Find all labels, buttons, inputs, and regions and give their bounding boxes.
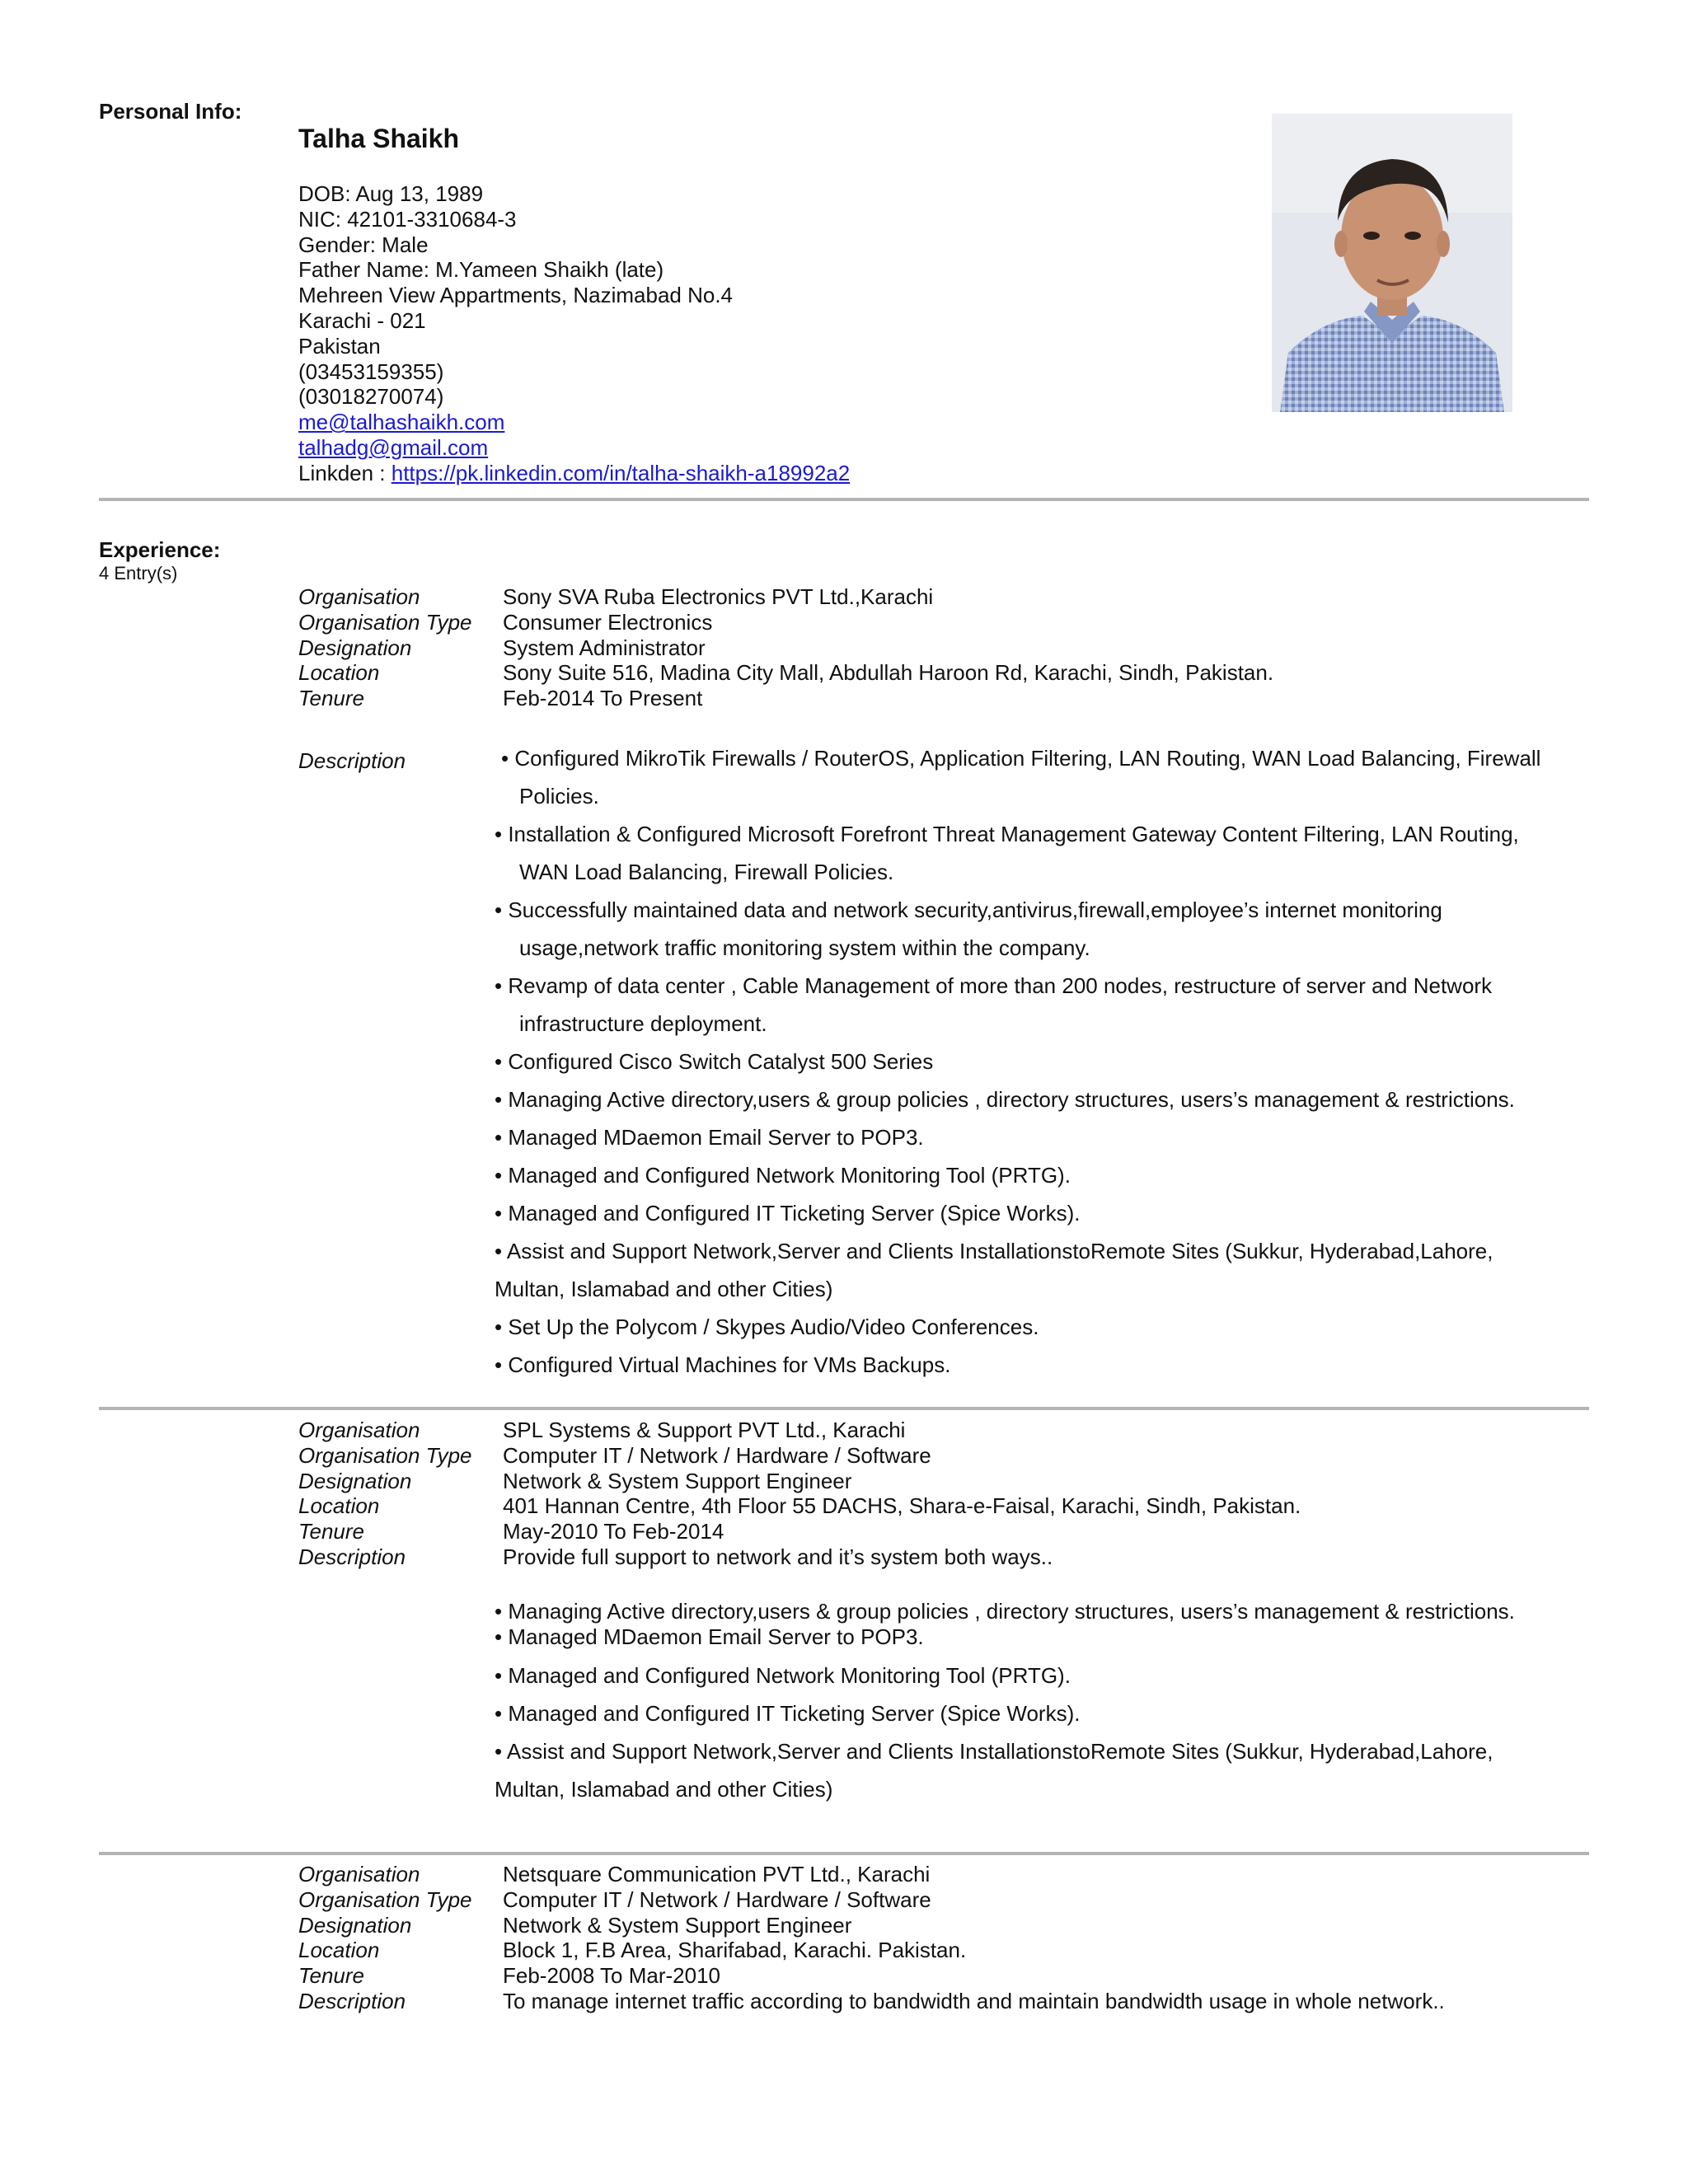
phone-1: (03453159355) (298, 359, 444, 384)
list-item: • Configured Cisco Switch Catalyst 500 Series (495, 1049, 934, 1074)
list-item: • Managed and Configured Network Monitoring Tool (PRTG). (495, 1163, 1071, 1188)
tenure-value: Feb-2008 To Mar-2010 (503, 1963, 721, 1989)
organisation-type-value: Computer IT / Network / Hardware / Software (503, 1886, 931, 1912)
description-value: Provide full support to network and it’s system both ways.. (503, 1544, 1053, 1569)
description-bullets (495, 739, 1582, 1384)
linkedin-row (298, 461, 850, 486)
list-item: • Configured Virtual Machines for VMs Backups. (495, 1352, 951, 1377)
experience-entry-3 (298, 1862, 1445, 2014)
list-item: • Managed and Configured IT Ticketing Server (Spice Works). (495, 1701, 1081, 1726)
designation-value: System Administrator (503, 635, 706, 660)
location-label: Location (298, 1938, 380, 1963)
location-value: 401 Hannan Centre, 4th Floor 55 DACHS, Shara-e-Faisal, Karachi, Sindh, Pakistan. (503, 1493, 1301, 1519)
person-name: Talha Shaikh (298, 124, 460, 153)
phone-2: (03018270074) (298, 384, 444, 410)
list-item: • Installation & Configured Microsoft Forefront Threat Management Gateway Content Filtering, LAN Routing, WAN Load Balancing, Firewall Policies. (495, 822, 1519, 884)
gender: Gender: Male (298, 232, 429, 257)
organisation-label: Organisation (298, 1862, 420, 1886)
list-item: • Managed MDaemon Email Server to POP3. (495, 1624, 924, 1649)
experience-heading: Experience: (99, 537, 221, 562)
organisation-type-label: Organisation Type (298, 1886, 472, 1912)
organisation-value: SPL Systems & Support PVT Ltd., Karachi (503, 1418, 906, 1442)
description-label: Description (298, 748, 406, 773)
tenure-label: Tenure (298, 1519, 364, 1544)
divider (99, 498, 1589, 501)
designation-value: Network & System Support Engineer (503, 1468, 852, 1493)
organisation-label: Organisation (298, 584, 420, 609)
designation-label: Designation (298, 1912, 412, 1938)
list-item: • Managed and Configured Network Monitoring Tool (PRTG). (495, 1663, 1071, 1688)
description-label: Description (298, 1988, 406, 2013)
experience-entry-2 (298, 1418, 1301, 1570)
personal-info-heading: Personal Info: (99, 99, 242, 124)
email-link-2[interactable]: talhadg@gmail.com (298, 434, 489, 460)
profile-photo (1272, 114, 1512, 412)
tenure-value: May-2010 To Feb-2014 (503, 1519, 724, 1544)
list-item: • Assist and Support Network,Server and Clients InstallationstoRemote Sites (Sukkur, Hyderabad,Lahore, Multan, Islamabad and other Cities) (495, 1739, 1493, 1802)
list-item: • Managing Active directory,users & group policies , directory structures, users’s management & restrictions. (495, 1599, 1515, 1624)
organisation-type-value: Computer IT / Network / Hardware / Software (503, 1442, 931, 1468)
list-item: • Managed MDaemon Email Server to POP3. (495, 1125, 924, 1150)
organisation-type-label: Organisation Type (298, 609, 472, 635)
description-value: To manage internet traffic according to bandwidth and maintain bandwidth usage in whole network.. (503, 1988, 1445, 2013)
organisation-label: Organisation (298, 1418, 420, 1442)
linkedin-label: Linkden : (298, 460, 392, 485)
location-label: Location (298, 660, 380, 686)
organisation-type-label: Organisation Type (298, 1442, 472, 1468)
designation-value: Network & System Support Engineer (503, 1912, 852, 1938)
personal-details (298, 181, 850, 486)
location-value: Sony Suite 516, Madina City Mall, Abdullah Haroon Rd, Karachi, Sindh, Pakistan. (503, 660, 1274, 686)
list-item: • Managed and Configured IT Ticketing Server (Spice Works). (495, 1201, 1081, 1226)
location-label: Location (298, 1493, 380, 1519)
experience-entry-1 (298, 584, 1273, 711)
designation-label: Designation (298, 635, 412, 660)
entry-count: 4 Entry(s) (99, 563, 178, 583)
dob: DOB: Aug 13, 1989 (298, 181, 484, 206)
list-item: • Assist and Support Network,Server and Clients InstallationstoRemote Sites (Sukkur, Hyderabad,Lahore, Multan, Islamabad and other Cities) (495, 1239, 1493, 1301)
list-item: • Managing Active directory,users & group policies , directory structures, users’s management & restrictions. (495, 1087, 1515, 1112)
divider (99, 1852, 1589, 1855)
tenure-label: Tenure (298, 686, 364, 711)
list-item: • Set Up the Polycom / Skypes Audio/Video Conferences. (495, 1315, 1039, 1339)
nic: NIC: 42101-3310684-3 (298, 206, 517, 232)
email-link-1[interactable]: me@talhashaikh.com (298, 410, 505, 435)
list-item: • Revamp of data center , Cable Management of more than 200 nodes, restructure of server and Network infrastructure deployment. (495, 973, 1493, 1036)
divider (99, 1407, 1589, 1410)
description-label: Description (298, 1544, 406, 1569)
address-country: Pakistan (298, 333, 381, 359)
address-city: Karachi - 021 (298, 307, 426, 333)
list-item: • Successfully maintained data and network security,antivirus,firewall,employee’s internet monitoring usage,network traffic monitoring system within the company. (495, 898, 1442, 960)
organisation-value: Sony SVA Ruba Electronics PVT Ltd.,Karachi (503, 584, 934, 609)
organisation-value: Netsquare Communication PVT Ltd., Karachi (503, 1862, 931, 1886)
description-bullets (495, 1599, 1582, 1650)
list-item: • Configured MikroTik Firewalls / RouterOS, Application Filtering, LAN Routing, WAN Load Balancing, Firewall Policies. (501, 746, 1541, 808)
description-bullets-continued (495, 1657, 1582, 1808)
linkedin-link[interactable]: https://pk.linkedin.com/in/talha-shaikh-a18992a2 (391, 460, 851, 485)
location-value: Block 1, F.B Area, Sharifabad, Karachi. Pakistan. (503, 1938, 967, 1963)
designation-label: Designation (298, 1468, 412, 1493)
tenure-label: Tenure (298, 1963, 364, 1989)
father-name: Father Name: M.Yameen Shaikh (late) (298, 257, 664, 283)
tenure-value: Feb-2014 To Present (503, 686, 703, 711)
organisation-type-value: Consumer Electronics (503, 609, 713, 635)
address-line-1: Mehreen View Appartments, Nazimabad No.4 (298, 283, 734, 308)
